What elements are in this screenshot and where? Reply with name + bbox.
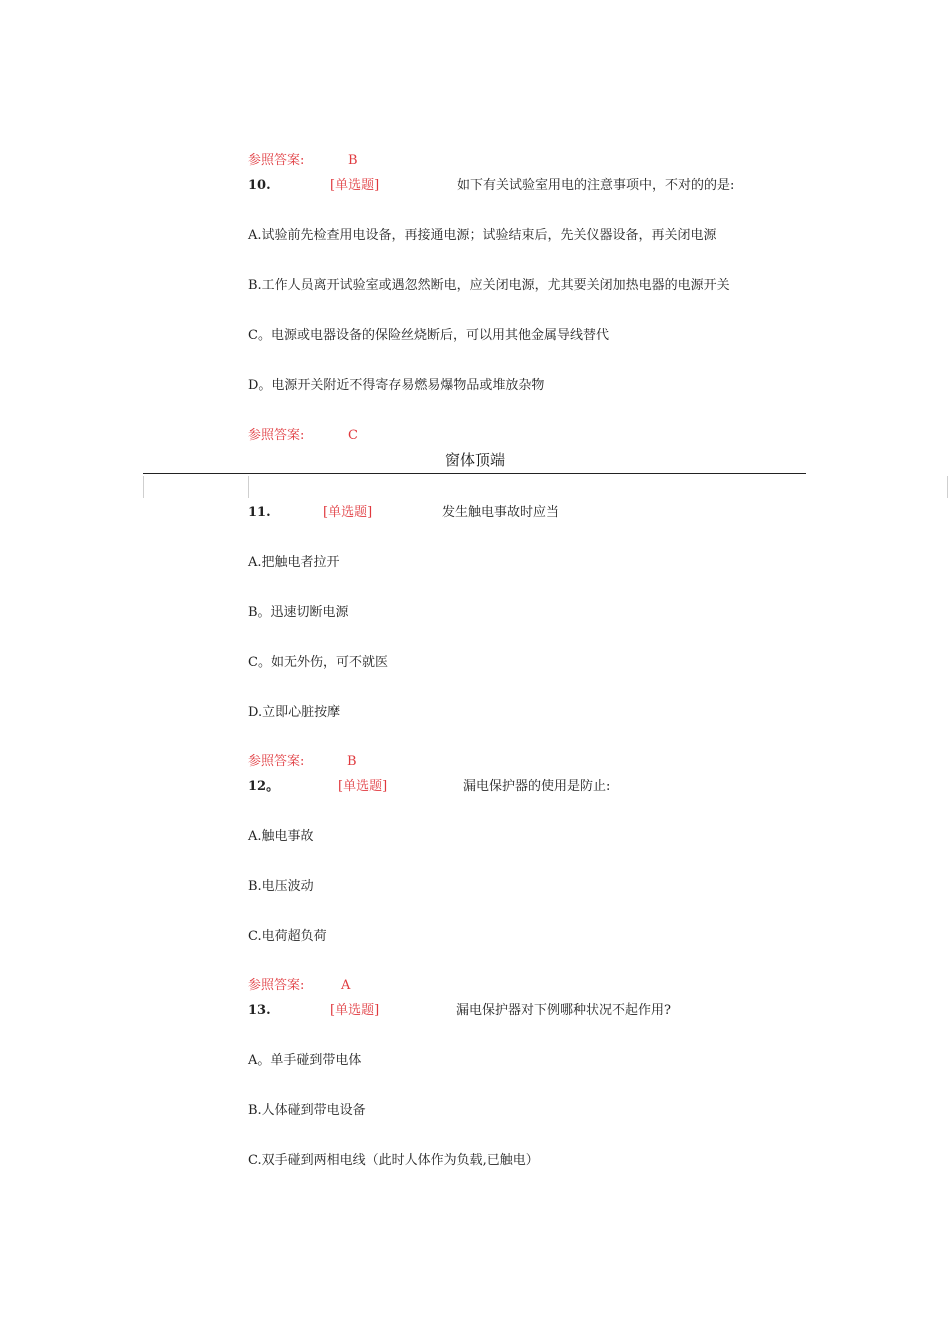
answer-label: 参照答案: <box>248 978 305 993</box>
question-type-tag: [单选题] <box>338 779 388 794</box>
option-c: C。如无外伤，可不就医 <box>248 655 388 670</box>
question-number: 12。 <box>248 779 280 794</box>
answer-value: C <box>348 428 358 443</box>
option-d: D。电源开关附近不得寄存易燃易爆物品或堆放杂物 <box>248 378 545 393</box>
option-b: B。迅速切断电源 <box>248 605 349 620</box>
answer-value: A <box>341 978 351 993</box>
question-stem: 发生触电事故时应当 <box>442 505 560 520</box>
option-a: A.触电事故 <box>248 829 314 844</box>
form-top-divider-line <box>143 473 806 474</box>
margin-tick-inner <box>248 476 249 498</box>
form-top-divider-title: 窗体顶端 <box>444 451 505 469</box>
margin-tick-left <box>143 476 144 498</box>
question-stem: 漏电保护器对下例哪种状况不起作用? <box>456 1003 671 1018</box>
answer-value: B <box>347 754 357 769</box>
option-a: A.试验前先检查用电设备，再接通电源；试验结束后，先关仪器设备，再关闭电源 <box>248 228 717 243</box>
option-b: B.工作人员离开试验室或遇忽然断电，应关闭电源，尤其要关闭加热电器的电源开关 <box>248 278 730 293</box>
option-a: A。单手碰到带电体 <box>248 1053 362 1068</box>
option-c: C.双手碰到两相电线（此时人体作为负载,已触电） <box>248 1153 539 1168</box>
question-number: 10. <box>248 178 271 193</box>
answer-label: 参照答案: <box>248 428 305 443</box>
option-c: C.电荷超负荷 <box>248 929 327 944</box>
question-stem: 如下有关试验室用电的注意事项中，不对的的是: <box>457 178 735 193</box>
option-a: A.把触电者拉开 <box>248 555 340 570</box>
option-b: B.电压波动 <box>248 879 314 894</box>
margin-tick-right <box>947 476 948 498</box>
answer-label: 参照答案: <box>248 153 305 168</box>
question-type-tag: [单选题] <box>330 1003 380 1018</box>
answer-value: B <box>348 153 358 168</box>
answer-label: 参照答案: <box>248 754 305 769</box>
option-b: B.人体碰到带电设备 <box>248 1103 366 1118</box>
question-type-tag: [单选题] <box>323 505 373 520</box>
option-d: D.立即心脏按摩 <box>248 705 341 720</box>
question-type-tag: [单选题] <box>330 178 380 193</box>
question-stem: 漏电保护器的使用是防止: <box>463 779 611 794</box>
option-c: C。电源或电器设备的保险丝烧断后，可以用其他金属导线替代 <box>248 328 609 343</box>
question-number: 11. <box>248 505 271 520</box>
question-number: 13. <box>248 1003 271 1018</box>
